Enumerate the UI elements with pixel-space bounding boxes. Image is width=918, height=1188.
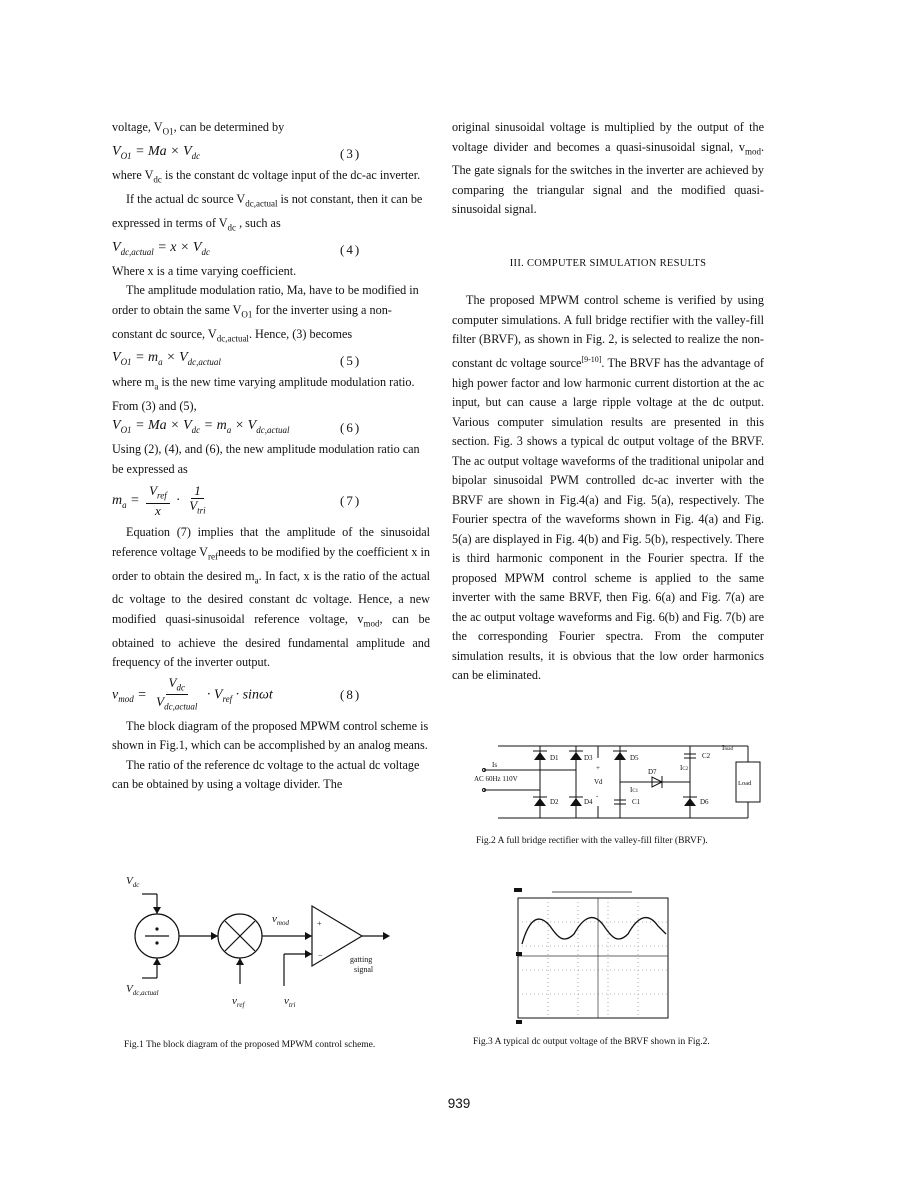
svg-text:vtri: $v_{tri}$ [284, 995, 296, 1009]
paragraph: original sinusoidal voltage is multiplied by the output of the voltage divider and becomes a quasi-sinusoidal signal, $v_{mod}$. The gate signals for the switches in the inverter are achieved by comparing the triangular signal and the modified quasi-sinusoidal signal. [452, 120, 764, 217]
svg-text:C1: C1 [632, 798, 641, 806]
paragraph: The amplitude modulation ratio, Ma, have to be modified in order to obtain the same $V_{O1}$ for the inverter using a non-constant dc source, $V_{dc,actual}$. Hence, (3) becomes [112, 283, 419, 344]
equation-number: (3) [340, 146, 362, 162]
svg-text:vref: $v_{ref}$ [232, 995, 245, 1009]
equation-4: $V_{dc,actual} = x \times V_{dc}$ (4) [112, 238, 430, 262]
equation-5: $V_{O1} = m_a \times V_{dc,actual}$ (5) [112, 349, 430, 373]
svg-text:D5: D5 [630, 754, 639, 762]
svg-text:AC 60Hz 110V: AC 60Hz 110V [474, 775, 518, 783]
svg-text:C2: C2 [702, 752, 711, 760]
paragraph: Equation (7) implies that the amplitude of the sinusoidal reference voltage $V_{ref}needs$ to be modified by the coefficient x in order to obtain the desired $m_a$. In fact, x is the ratio of the actual dc voltage to the desired constant dc voltage. Hence, a new modified quasi-sinusoidal reference voltage, $v_{mod}$, can be obtained to achieve the desired fundamental amplitude and frequency of the inverter output. [112, 525, 430, 670]
equation-6: $V_{O1} = Ma \times V_{dc} = m_a \times V_{dc,actual}$ (6) [112, 416, 430, 440]
paragraph: The block diagram of the proposed MPWM control scheme is shown in Fig.1, which can be accomplished by an analog means. [112, 718, 429, 753]
fig3-caption: Fig.3 A typical dc output voltage of the BRVF shown in Fig.2. [473, 1037, 710, 1047]
equation-number: (8) [340, 687, 362, 703]
paragraph: Where x is a time varying coefficient. [112, 263, 297, 278]
svg-text:Vdc: $V_{dc}$ [126, 875, 140, 889]
paragraph: If the actual dc source $V_{dc,actual}$ is not constant, then it can be expressed in terms of $V_{dc}$ , such as [112, 191, 423, 233]
equation-number: (4) [340, 242, 362, 257]
svg-text:+: + [596, 764, 600, 772]
fig2-circuit [470, 740, 766, 830]
svg-text:Vdc,actual: $V_{dc,actual}$ [126, 983, 159, 997]
fig1-block-diagram [112, 866, 412, 1016]
svg-text:Load: Load [738, 780, 752, 787]
svg-text:Vd: Vd [594, 778, 603, 786]
svg-text:signal: signal [354, 965, 374, 974]
section-heading: III. COMPUTER SIMULATION RESULTS [509, 257, 707, 269]
svg-text:-: - [596, 792, 599, 800]
equation-7: $m_a$ = $\frac{V_{ref}}{x}$ · $\frac{1}{V_{tri}}$ (7) [112, 479, 430, 523]
svg-text:D2: D2 [550, 798, 559, 806]
svg-text:Is: Is [492, 761, 498, 769]
svg-text:−: − [318, 951, 323, 960]
svg-text:Iload: Iload [722, 744, 733, 752]
equation-3: $V_{O1} = Ma \times V_{dc}$ (3) [112, 142, 430, 166]
right-column [452, 118, 764, 686]
svg-text:gatting: gatting [350, 955, 373, 964]
svg-text:D6: D6 [700, 798, 709, 806]
svg-text:IC1: IC1 [630, 786, 639, 794]
paragraph: where $m_a$ is the new time varying amplitude modulation ratio. From (3) and (5), [112, 374, 415, 413]
paragraph: The proposed MPWM control scheme is verified by using computer simulations. A full bridge rectifier with the valley-fill filter (BRVF), as shown in Fig. 2, is selected to realize the non-constant dc voltage source[9-10]. The BRVF has the advantage of high power factor and low harmonic current distortion at the ac input, but can cause a large ripple voltage at the dc output. Various computer simulation results are presented in this section. Fig. 3 shows a typical dc output voltage of the BRVF. The ac output voltage waveforms of the traditional unipolar and bipolar sinusoidal PWM controlled dc-ac inverter with the BRVF are shown in Fig.4(a) and Fig. 5(a), respectively. The Fourier spectra of the waveforms shown in Fig. 4(a) and Fig. 5(a) are displayed in Fig. 4(b) and Fig. 5(b), respectively. There is third harmonic component in the Fourier spectra. If the proposed MPWM control scheme is applied to the same inverter with the same BRVF, then Fig. 6(a) and Fig. 7(a) are the ac output voltage waveforms and Fig. 6(b) and Fig. 7(b) are the corresponding Fourier spectra. From the computer simulation results, it is obvious that the low order harmonics can be eliminated. [452, 293, 764, 682]
fig1-caption: Fig.1 The block diagram of the proposed MPWM control scheme. [124, 1040, 376, 1050]
equation-number: (6) [340, 420, 362, 436]
svg-text:D1: D1 [550, 754, 559, 762]
svg-text:+: + [317, 919, 322, 928]
paragraph: The ratio of the reference dc voltage to the actual dc voltage can be obtained by using a voltage divider. The [112, 757, 420, 792]
left-column [112, 118, 430, 795]
svg-text:IC2: IC2 [680, 764, 689, 772]
intro-line: voltage, $V_{O1}$, can be determined by [112, 120, 285, 137]
paragraph: Using (2), (4), and (6), the new amplitude modulation ratio can be expressed as [112, 442, 420, 476]
svg-text:vmod: $v_{mod}$ [272, 913, 289, 927]
svg-text:D7: D7 [648, 768, 657, 776]
svg-text:D4: D4 [584, 798, 593, 806]
equation-number: (5) [340, 352, 362, 368]
equation-8: $v_{mod}$ = $\frac{V_{dc}}{V_{dc,actual}}$ · $V_{ref} \cdot \sin\omega t$ (8) [112, 673, 430, 717]
svg-text:D3: D3 [584, 754, 593, 762]
fig3-scope [512, 886, 682, 1026]
page-number: 939 [447, 1096, 471, 1111]
equation-number: (7) [340, 493, 362, 509]
paragraph: where $V_{dc}$ is the constant dc voltage input of the dc-ac inverter. [112, 167, 421, 185]
fig2-caption: Fig.2 A full bridge rectifier with the valley-fill filter (BRVF). [476, 836, 708, 846]
